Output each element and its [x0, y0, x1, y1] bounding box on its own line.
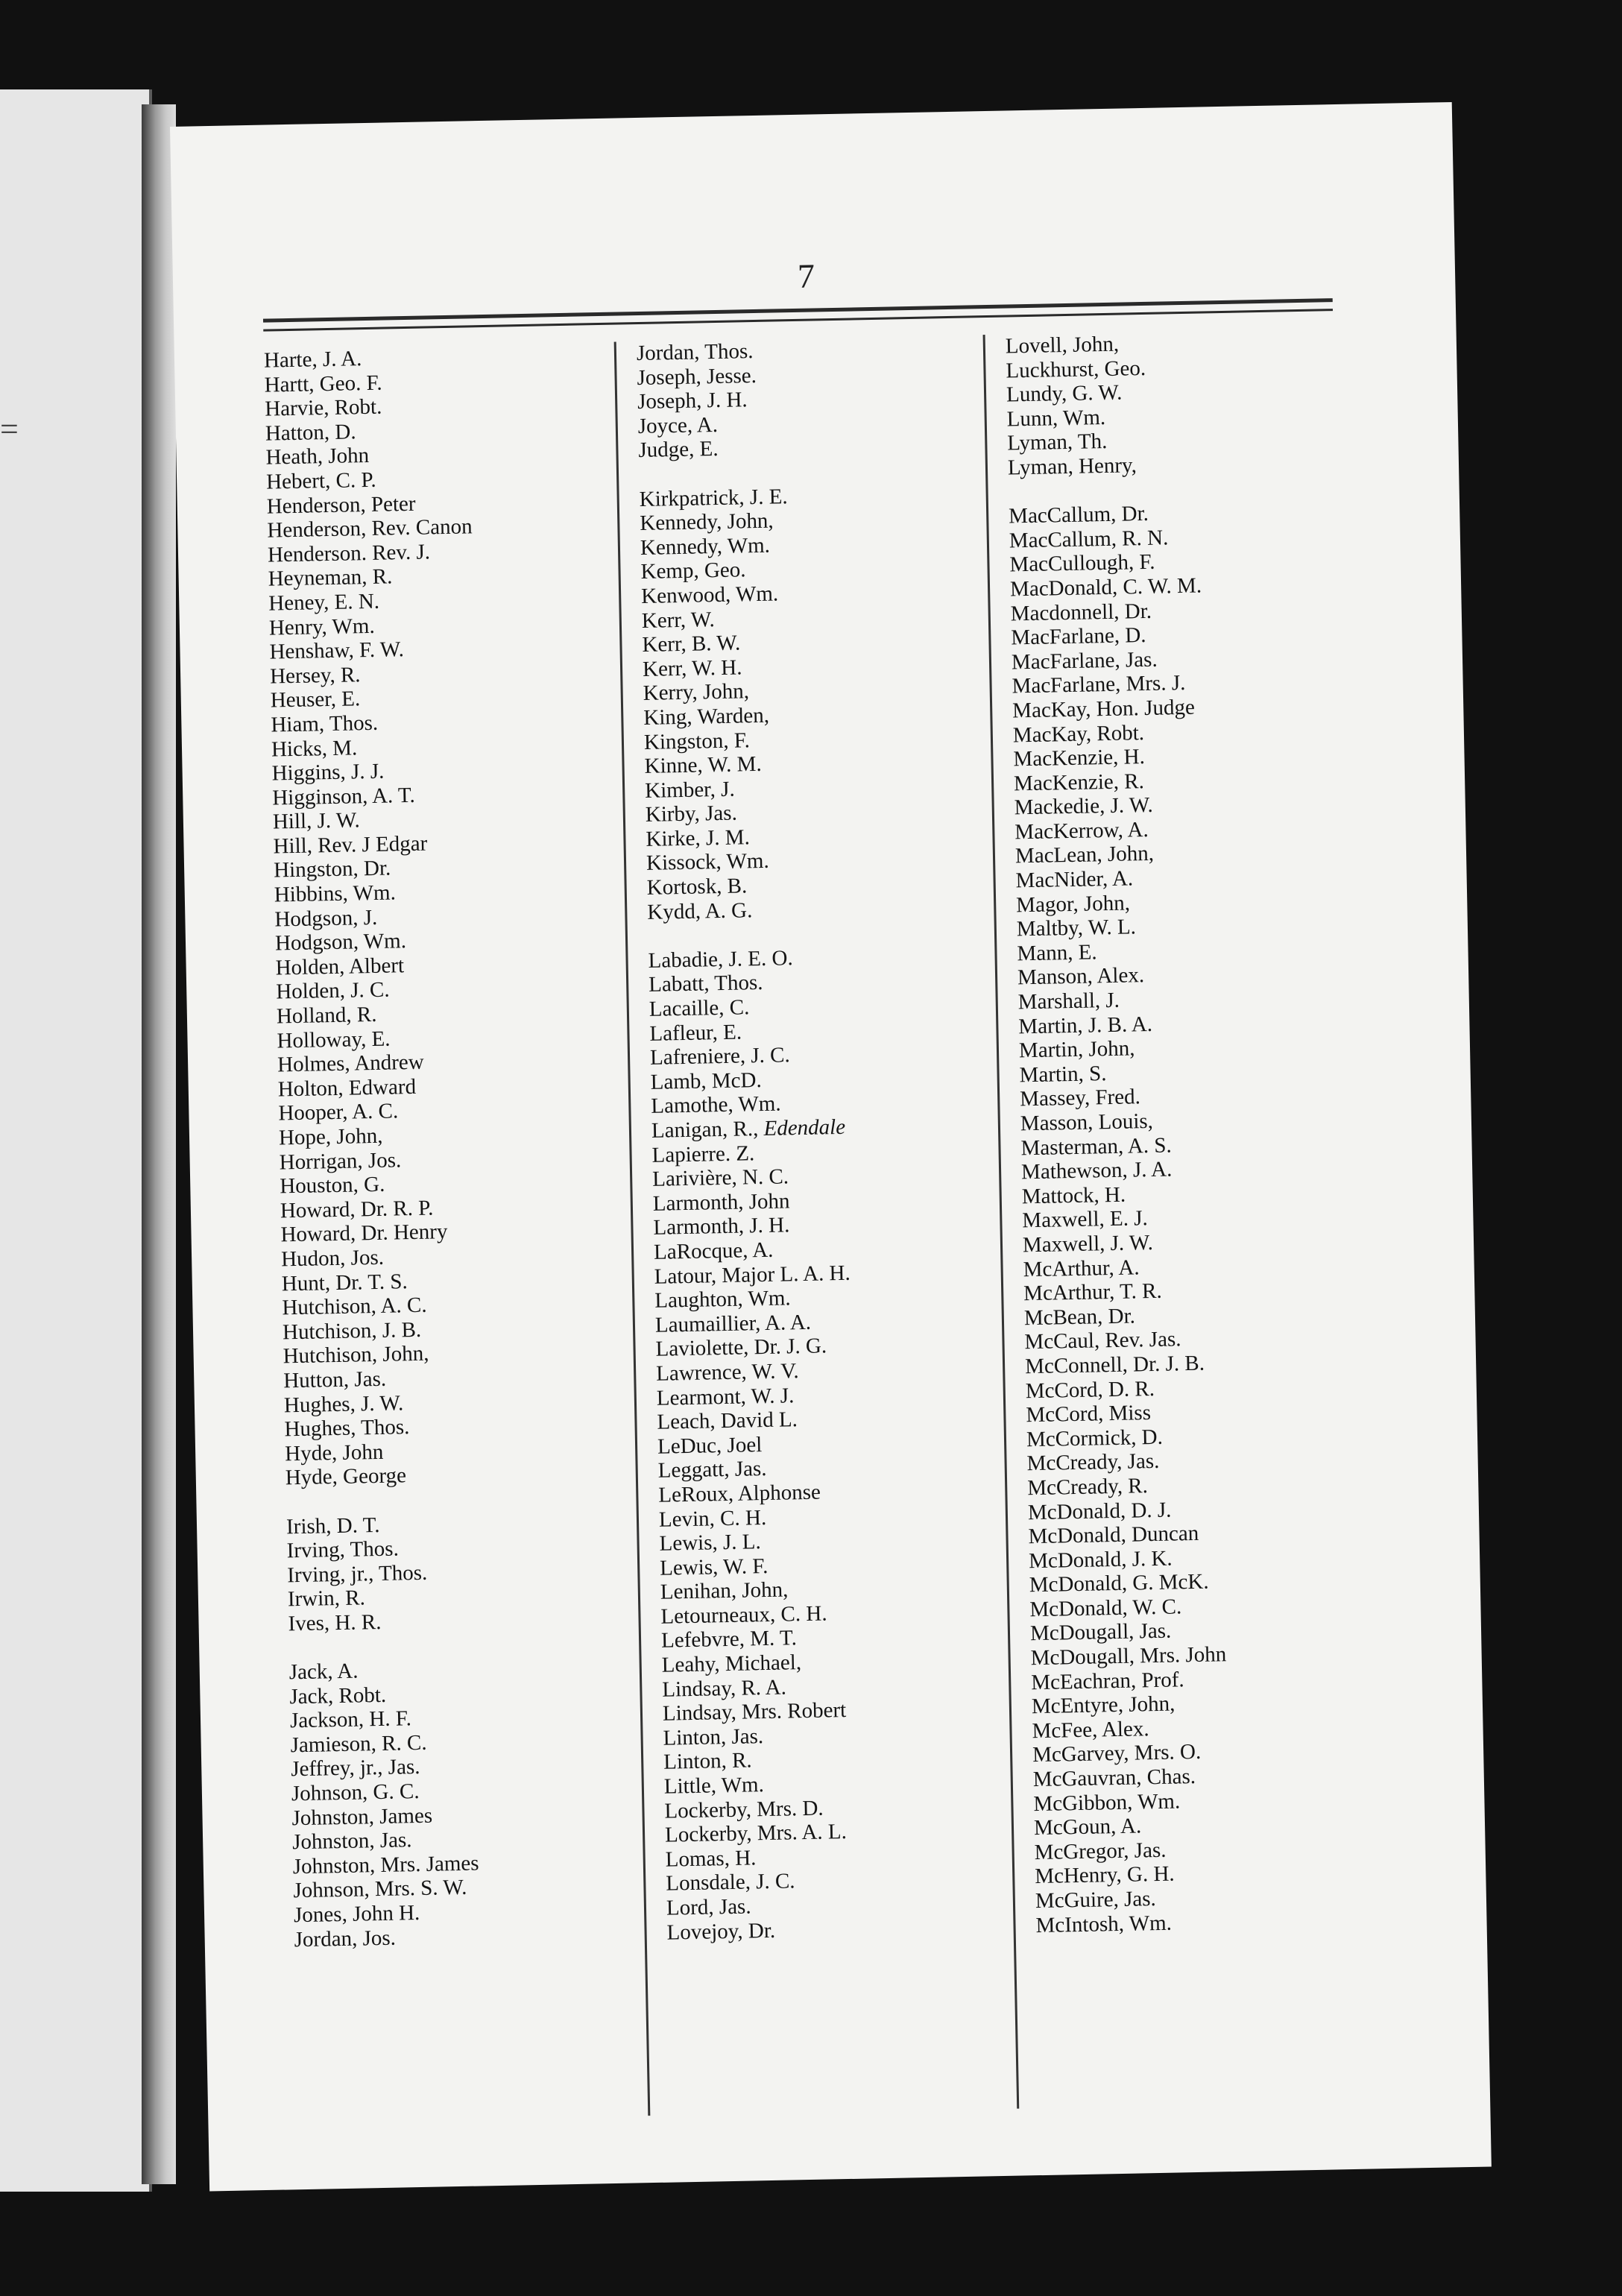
- directory-entry: MacLean, John,: [1014, 842, 1155, 868]
- directory-entry: Irwin, R.: [287, 1586, 366, 1612]
- page-number: 7: [797, 256, 815, 295]
- names-column-2: [637, 335, 995, 1945]
- directory-entry: Jordan, Thos.: [636, 339, 754, 366]
- directory-entry: Heath, John: [265, 444, 370, 470]
- directory-entry: LaRocque, A.: [653, 1237, 774, 1264]
- entry-location: Edendale: [763, 1114, 846, 1141]
- directory-entry: McDonald, W. C.: [1029, 1595, 1182, 1622]
- directory-entry: Kerr, W. H.: [642, 655, 742, 681]
- directory-entry: Massey, Fred.: [1019, 1085, 1141, 1111]
- directory-entry: Hyde, John: [284, 1439, 384, 1466]
- directory-entry: Howard, Dr. R. P.: [280, 1196, 434, 1223]
- directory-entry: Hicks, M.: [271, 735, 358, 762]
- directory-entry: Lyman, Henry,: [1007, 453, 1137, 480]
- directory-entry: MacNider, A.: [1015, 866, 1134, 893]
- directory-entry: McGarvey, Mrs. O.: [1032, 1740, 1202, 1767]
- directory-entry: Johnston, Mrs. James: [292, 1851, 479, 1879]
- directory-entry: McCord, Miss: [1026, 1401, 1152, 1428]
- directory-entry: Lundy, G. W.: [1006, 380, 1123, 407]
- directory-entry: Higginson, A. T.: [272, 783, 416, 810]
- directory-entry: Kirke, J. M.: [646, 825, 751, 851]
- directory-entry: Irish, D. T.: [285, 1513, 380, 1539]
- directory-entry: Joseph, Jesse.: [637, 363, 757, 390]
- directory-entry: McGauvran, Chas.: [1032, 1764, 1196, 1792]
- directory-entry: Little, Wm.: [663, 1773, 765, 1799]
- directory-entry: McCready, Jas.: [1026, 1449, 1160, 1476]
- directory-entry: Labadie, J. E. O.: [648, 946, 793, 973]
- directory-entry: Lomas, H.: [665, 1846, 757, 1872]
- directory-entry: Kinne, W. M.: [644, 752, 762, 779]
- directory-entry: Hill, J. W.: [272, 808, 361, 834]
- directory-entry: Heney, E. N.: [268, 589, 380, 616]
- directory-entry: Joseph, J. H.: [637, 388, 748, 414]
- directory-entry: Ives, H. R.: [288, 1609, 382, 1636]
- directory-entry: Jackson, H. F.: [289, 1706, 412, 1733]
- directory-entry: Johnston, James: [291, 1803, 433, 1830]
- directory-entry: Joyce, A.: [637, 412, 719, 438]
- directory-entry: McCready, R.: [1026, 1474, 1149, 1501]
- directory-entry: Jack, Robt.: [289, 1682, 387, 1709]
- directory-entry: Lockerby, Mrs. D.: [664, 1796, 824, 1823]
- directory-entry: McIntosh, Wm.: [1035, 1911, 1173, 1937]
- directory-entry: Lacaille, C.: [649, 995, 750, 1021]
- directory-entry: McGibbon, Wm.: [1033, 1789, 1181, 1816]
- directory-entry: Hutchison, John,: [283, 1341, 429, 1369]
- directory-entry: Lonsdale, J. C.: [666, 1869, 795, 1896]
- directory-entry: Hebert, C. P.: [265, 467, 376, 494]
- directory-entry: McGuire, Jas.: [1035, 1887, 1157, 1914]
- directory-entry: Hope, John,: [278, 1123, 383, 1150]
- directory-entry: Kerr, W.: [641, 607, 716, 633]
- directory-entry: Houston, G.: [280, 1172, 385, 1199]
- directory-entry: Lord, Jas.: [666, 1894, 751, 1920]
- directory-entry: Holloway, E.: [277, 1026, 391, 1053]
- directory-entry: Henderson, Rev. Canon: [267, 514, 473, 543]
- directory-entry: Lindsay, Mrs. Robert: [662, 1698, 847, 1726]
- directory-entry: Lunn, Wm.: [1006, 405, 1106, 432]
- directory-entry: MacCallum, Dr.: [1008, 502, 1149, 529]
- directory-entry: Lewis, W. F.: [659, 1554, 769, 1580]
- directory-entry: Lindsay, R. A.: [662, 1675, 787, 1702]
- directory-entry: Henry, Wm.: [268, 614, 375, 640]
- directory-entry: Hughes, J. W.: [283, 1390, 404, 1417]
- directory-entry: Lawrence, W. V.: [655, 1359, 799, 1386]
- directory-entry: McFee, Alex.: [1032, 1717, 1149, 1744]
- directory-entry: Holland, R.: [276, 1002, 377, 1029]
- directory-entry: Learmont, W. J.: [656, 1383, 795, 1410]
- directory-entry: LeRoux, Alphonse: [658, 1480, 821, 1507]
- directory-entry: Kennedy, John,: [640, 508, 774, 536]
- directory-entry: Howard, Dr. Henry: [280, 1220, 448, 1247]
- directory-entry: Magor, John,: [1015, 891, 1131, 918]
- directory-entry: Holmes, Andrew: [277, 1050, 424, 1077]
- directory-entry: Lefebvre, M. T.: [660, 1626, 798, 1653]
- directory-entry: MacKenzie, R.: [1013, 769, 1145, 796]
- directory-entry: Lamothe, Wm.: [651, 1091, 781, 1119]
- directory-entry: Irving, Thos.: [286, 1536, 400, 1563]
- directory-entry: Larmonth, J. H.: [653, 1213, 790, 1240]
- directory-entry: MacFarlane, D.: [1011, 623, 1146, 650]
- directory-entry: Holden, J. C.: [276, 977, 390, 1004]
- directory-entry: Lenihan, John,: [660, 1577, 789, 1605]
- directory-entry: Hatton, D.: [265, 420, 356, 446]
- directory-entry: Henderson, Peter: [266, 491, 416, 519]
- directory-entry: Kirkpatrick, J. E.: [639, 484, 788, 511]
- directory-entry: Hingston, Dr.: [273, 856, 391, 883]
- directory-entry: Johnson, G. C.: [291, 1779, 420, 1806]
- directory-entry: Jack, A.: [288, 1659, 359, 1685]
- directory-entry: Letourneaux, C. H.: [660, 1601, 827, 1629]
- directory-entry: Harvie, Robt.: [264, 394, 382, 421]
- directory-entry: Levin, C. H.: [658, 1505, 767, 1532]
- directory-entry: Macdonnell, Dr.: [1010, 599, 1152, 625]
- directory-entry: Lovejoy, Dr.: [666, 1918, 776, 1945]
- names-column-3: [1006, 327, 1424, 1938]
- directory-entry: Lafreniere, J. C.: [649, 1043, 790, 1070]
- directory-entry: Mann, E.: [1017, 940, 1097, 966]
- directory-entry: Maltby, W. L.: [1016, 915, 1137, 942]
- directory-entry: McGoun, A.: [1033, 1814, 1142, 1841]
- directory-entry: Martin, J. B. A.: [1018, 1012, 1153, 1038]
- directory-entry: Higgins, J. J.: [271, 759, 385, 786]
- directory-entry: Kortosk, B.: [646, 874, 748, 900]
- directory-entry: Marshall, J.: [1017, 988, 1120, 1015]
- directory-entry: Judge, E.: [638, 437, 719, 463]
- directory-entry: Laughton, Wm.: [654, 1286, 791, 1313]
- directory-entry: Martin, John,: [1018, 1036, 1135, 1063]
- directory-entry: McEntyre, John,: [1031, 1691, 1176, 1719]
- directory-entry: Hyde, George: [285, 1463, 407, 1490]
- directory-entry: Kissock, Wm.: [646, 849, 769, 876]
- directory-entry: Henshaw, F. W.: [269, 637, 405, 664]
- directory-entry: Masson, Louis,: [1020, 1108, 1154, 1136]
- directory-entry: Latour, Major L. A. H.: [654, 1261, 851, 1289]
- directory-entry: Hudon, Jos.: [280, 1245, 385, 1272]
- directory-entry: Mattock, H.: [1021, 1182, 1126, 1209]
- directory-entry: Horrigan, Jos.: [279, 1147, 402, 1175]
- directory-entry: MacDonald, C. W. M.: [1009, 573, 1202, 602]
- directory-entry: Mackedie, J. W.: [1014, 793, 1154, 820]
- directory-entry: Lamb, McD.: [650, 1067, 763, 1094]
- directory-entry: McBean, Dr.: [1023, 1304, 1136, 1331]
- directory-entry: Kenwood, Wm.: [640, 581, 779, 608]
- directory-entry: Hunt, Dr. T. S.: [281, 1269, 408, 1296]
- directory-entry: Hodgson, Wm.: [274, 929, 407, 956]
- directory-entry: Hutton, Jas.: [283, 1366, 387, 1393]
- directory-entry: Martin, S.: [1019, 1061, 1107, 1088]
- directory-entry: Kydd, A. G.: [647, 898, 753, 924]
- directory-entry: Heyneman, R.: [268, 564, 393, 591]
- directory-entry: Hodgson, J.: [274, 905, 378, 932]
- directory-entry: McDougall, Mrs. John: [1030, 1642, 1227, 1671]
- directory-entry: Manson, Alex.: [1017, 963, 1145, 990]
- directory-entry: MacFarlane, Mrs. J.: [1012, 671, 1186, 698]
- directory-entry: Hartt, Geo. F.: [264, 370, 382, 397]
- directory-entry: Johnson, Mrs. S. W.: [293, 1876, 467, 1903]
- directory-entry: Hiam, Thos.: [271, 710, 379, 737]
- directory-entry: Holden, Albert: [275, 953, 405, 980]
- directory-entry: McGregor, Jas.: [1034, 1838, 1167, 1864]
- directory-entry: MacKay, Robt.: [1012, 720, 1145, 747]
- directory-entry: McCaul, Rev. Jas.: [1024, 1327, 1181, 1354]
- names-column-1: [264, 342, 622, 1952]
- directory-entry: McConnell, Dr. J. B.: [1024, 1351, 1205, 1379]
- directory-entry: MacKerrow, A.: [1014, 817, 1149, 845]
- directory-entry: Kirby, Jas.: [645, 801, 738, 827]
- directory-entry: Heuser, E.: [270, 687, 361, 713]
- book-spine: [142, 104, 176, 2184]
- directory-entry: Kerry, John,: [643, 679, 750, 706]
- directory-entry: Lyman, Th.: [1007, 429, 1108, 455]
- directory-entry: Linton, R.: [663, 1748, 752, 1775]
- directory-entry: McDonald, J. K.: [1028, 1546, 1173, 1573]
- directory-entry: Jamieson, R. C.: [290, 1730, 427, 1758]
- directory-entry: Jordan, Jos.: [294, 1926, 397, 1952]
- directory-entry: Maxwell, E. J.: [1022, 1206, 1149, 1233]
- directory-entry: Linton, Jas.: [663, 1723, 764, 1750]
- directory-entry: McDougall, Jas.: [1029, 1619, 1172, 1646]
- directory-entry: Jones, John H.: [293, 1901, 420, 1928]
- left-page-mark: =: [0, 411, 19, 447]
- directory-entry: Kerr, B. W.: [642, 631, 741, 657]
- directory-entry: Hersey, R.: [269, 662, 361, 689]
- directory-entry: Kemp, Geo.: [640, 558, 746, 584]
- directory-entry: Holton, Edward: [277, 1074, 417, 1102]
- directory-entry: Larivière, N. C.: [651, 1164, 789, 1192]
- directory-entry: Johnston, Jas.: [291, 1828, 412, 1855]
- directory-entry: Hooper, A. C.: [278, 1099, 399, 1126]
- directory-entry: Lanigan, R., Edendale: [651, 1114, 846, 1143]
- directory-entry: Laumaillier, A. A.: [654, 1310, 812, 1337]
- directory-entry: Lovell, John,: [1005, 332, 1120, 359]
- directory-entry: McDonald, Duncan: [1028, 1521, 1199, 1549]
- directory-entry: Masterman, A. S.: [1020, 1133, 1172, 1160]
- directory-entry: Hutchison, A. C.: [282, 1293, 427, 1320]
- directory-page: [170, 102, 1492, 2192]
- directory-entry: Irving, jr., Thos.: [287, 1560, 428, 1588]
- directory-entry: McHenry, G. H.: [1034, 1861, 1175, 1889]
- directory-entry: MacKay, Hon. Judge: [1012, 695, 1196, 723]
- directory-entry: Laviolette, Dr. J. G.: [655, 1334, 827, 1362]
- directory-entry: McDonald, D. J.: [1027, 1498, 1172, 1524]
- directory-entry: Leggatt, Jas.: [657, 1457, 767, 1483]
- directory-entry: LeDuc, Joel: [657, 1432, 763, 1459]
- directory-entry: Kimber, J.: [644, 777, 735, 803]
- directory-entry: Mathewson, J. A.: [1020, 1157, 1173, 1185]
- directory-entry: MacKenzie, H.: [1013, 745, 1146, 772]
- directory-entry: McArthur, A.: [1023, 1255, 1140, 1281]
- directory-entry: Labatt, Thos.: [648, 971, 763, 997]
- directory-entry: Lafleur, E.: [649, 1020, 742, 1046]
- directory-entry: Hill, Rev. J Edgar: [273, 831, 428, 859]
- directory-entry: Henderson. Rev. J.: [267, 540, 431, 567]
- directory-entry: Maxwell, J. W.: [1022, 1230, 1154, 1258]
- directory-entry: McCormick, D.: [1026, 1425, 1164, 1451]
- directory-entry: King, Warden,: [643, 703, 770, 730]
- directory-entry: MacFarlane, Jas.: [1011, 647, 1158, 675]
- directory-entry: Harte, J. A.: [263, 347, 362, 373]
- directory-entry: McCord, D. R.: [1025, 1376, 1155, 1403]
- directory-entry: Luckhurst, Geo.: [1006, 356, 1146, 383]
- directory-entry: McEachran, Prof.: [1030, 1667, 1184, 1694]
- directory-entry: Leahy, Michael,: [661, 1650, 802, 1677]
- directory-entry: Hughes, Thos.: [284, 1415, 410, 1442]
- directory-entry: Leach, David L.: [657, 1407, 798, 1434]
- directory-entry: Lockerby, Mrs. A. L.: [664, 1820, 848, 1847]
- directory-entry: Lewis, J. L.: [659, 1530, 762, 1556]
- directory-entry: Jeffrey, jr., Jas.: [291, 1755, 420, 1782]
- directory-entry: MacCallum, R. N.: [1009, 526, 1169, 553]
- directory-entry: McDonald, G. McK.: [1029, 1569, 1209, 1598]
- left-page-edge: [0, 89, 152, 2192]
- directory-entry: Hibbins, Wm.: [274, 880, 397, 907]
- directory-entry: Larmonth, John: [652, 1189, 790, 1216]
- directory-entry: Hutchison, J. B.: [282, 1317, 422, 1345]
- directory-entry: Kingston, F.: [643, 728, 751, 754]
- directory-entry: Lapierre. Z.: [651, 1141, 755, 1167]
- directory-entry: Kennedy, Wm.: [640, 533, 771, 560]
- directory-entry: MacCullough, F.: [1009, 550, 1155, 577]
- directory-entry: McArthur, T. R.: [1023, 1278, 1162, 1306]
